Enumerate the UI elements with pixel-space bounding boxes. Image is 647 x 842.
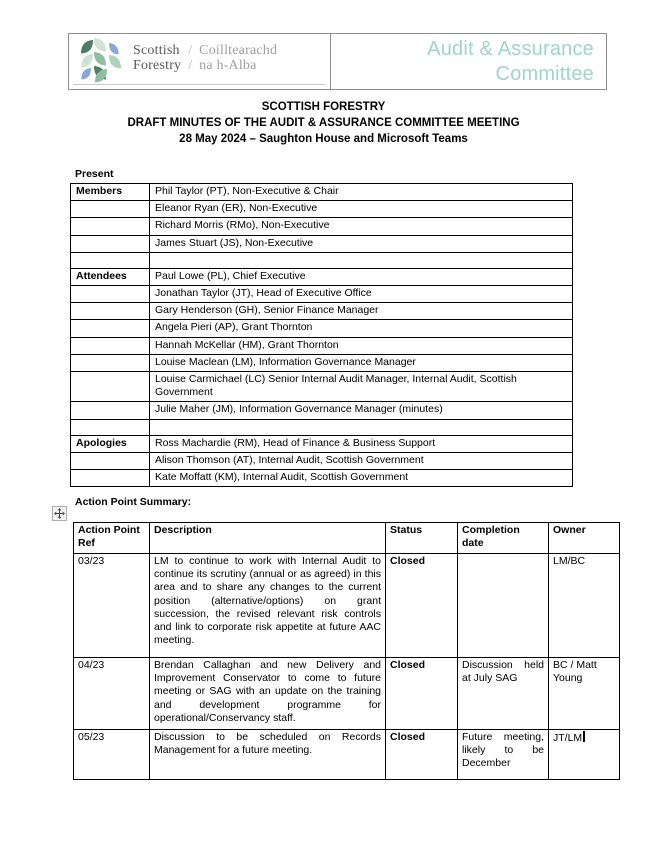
present-row-text: Phil Taylor (PT), Non-Executive & Chair [150,184,573,201]
logo-cell [69,34,331,89]
present-row-text [150,419,573,435]
logo-separator: / [188,43,193,58]
present-row [71,372,573,402]
present-row-label [71,320,150,337]
action-status: Closed [386,658,458,730]
present-row-text: Hannah McKellar (HM), Grant Thornton [150,337,573,354]
present-row [71,320,573,337]
table-move-handle-icon[interactable] [52,506,67,521]
present-row-text: Paul Lowe (PL), Chief Executive [150,268,573,285]
present-row-label [71,402,150,419]
column-header-description: Description [150,523,386,554]
action-ref: 03/23 [74,554,150,658]
present-row [71,235,573,252]
present-row-label [71,354,150,371]
header-banner [68,33,607,90]
logo-name-gd-line1: Coilltearachd [199,43,278,58]
present-row-label [71,286,150,303]
column-header-owner: Owner [549,523,620,554]
present-row-text: Jonathan Taylor (JT), Head of Executive Office [150,286,573,303]
committee-title-line2: Committee [495,63,594,85]
logo-name-en-line2: Forestry [133,58,182,73]
action-status: Closed [386,730,458,780]
action-table-header-row [74,523,620,554]
action-point-summary-table [73,522,620,780]
present-row-label [71,452,150,469]
action-completion-date: Future meeting, likely to be December [458,730,549,780]
action-completion-date: Discussion held at July SAG [458,658,549,730]
present-row-text: Gary Henderson (GH), Senior Finance Manager [150,303,573,320]
present-row-label [71,303,150,320]
present-row [71,268,573,285]
present-row-text: Louise Maclean (LM), Information Governance Manager [150,354,573,371]
present-row-empty [71,419,573,435]
present-row [71,201,573,218]
action-owner: BC / Matt Young [549,658,620,730]
present-row [71,303,573,320]
present-row-label [71,252,150,268]
present-row-label [71,372,150,402]
present-row [71,286,573,303]
logo-name-gd-line2: na h-Alba [199,58,257,73]
document-title [0,100,647,147]
present-row-text: Ross Machardie (RM), Head of Finance & Business Support [150,435,573,452]
present-row [71,218,573,235]
column-header-status: Status [386,523,458,554]
column-header-completion-date: Completion date [458,523,549,554]
logo-underline [73,84,325,85]
present-table [70,183,573,487]
present-row-text: Richard Morris (RMo), Non-Executive [150,218,573,235]
present-row-label [71,337,150,354]
action-description: Brendan Callaghan and new Delivery and Improvement Conservator to come to future meeting or SAG with an update on the training and development programme for operational/Conservancy staff. [150,658,386,730]
present-row-text: Kate Moffatt (KM), Internal Audit, Scottish Government [150,470,573,487]
committee-title-line1: Audit & Assurance [427,38,594,60]
present-row-label [71,218,150,235]
present-row-label [71,235,150,252]
action-description: Discussion to be scheduled on Records Management for a future meeting. [150,730,386,780]
action-owner [549,730,620,780]
present-row-label [71,470,150,487]
present-row-text: Angela Pieri (AP), Grant Thornton [150,320,573,337]
action-description: LM to continue to work with Internal Audit to continue its scrutiny (annual or as agreed) in this area and to share any changes to the current position (alternative/options) on grant succession, the revised relevant risk controls and link to corporate risk appetite at future AAC meeting. [150,554,386,658]
present-row [71,402,573,419]
present-row-label [71,201,150,218]
scottish-forestry-logo-icon [76,37,126,84]
present-row-empty [71,252,573,268]
present-row [71,354,573,371]
present-row-label: Attendees [71,268,150,285]
title-minutes: DRAFT MINUTES OF THE AUDIT & ASSURANCE COMMITTEE MEETING [127,116,520,129]
present-row-text: Alison Thomson (AT), Internal Audit, Scottish Government [150,452,573,469]
action-row [74,658,620,730]
present-row-label: Members [71,184,150,201]
present-row-label: Apologies [71,435,150,452]
logo-separator: / [188,58,193,73]
present-row-text: Eleanor Ryan (ER), Non-Executive [150,201,573,218]
action-row [74,730,620,780]
present-row-label [71,419,150,435]
present-heading: Present [75,168,114,180]
title-org: SCOTTISH FORESTRY [261,101,386,113]
present-row-text [150,252,573,268]
action-owner: LM/BC [549,554,620,658]
present-row-text: James Stuart (JS), Non-Executive [150,235,573,252]
present-row-text: Julie Maher (JM), Information Governance Manager (minutes) [150,402,573,419]
action-completion-date [458,554,549,658]
present-row-text: Louise Carmichael (LC) Senior Internal Audit Manager, Internal Audit, Scottish Government [150,372,573,402]
present-row [71,337,573,354]
present-row [71,470,573,487]
action-status: Closed [386,554,458,658]
action-owner-text: JT/LM [553,732,583,744]
present-row [71,435,573,452]
present-row [71,452,573,469]
committee-banner-title [331,34,606,89]
action-ref: 05/23 [74,730,150,780]
action-point-summary-heading: Action Point Summary: [75,496,192,508]
action-ref: 04/23 [74,658,150,730]
logo-wordmark [133,43,277,73]
title-date-location: 28 May 2024 – Saughton House and Microsoft Teams [179,132,468,145]
logo-name-en-line1: Scottish [133,43,180,58]
column-header-action-point-ref: Action Point Ref [74,523,150,554]
action-row [74,554,620,658]
text-cursor [583,731,585,742]
present-row [71,184,573,201]
